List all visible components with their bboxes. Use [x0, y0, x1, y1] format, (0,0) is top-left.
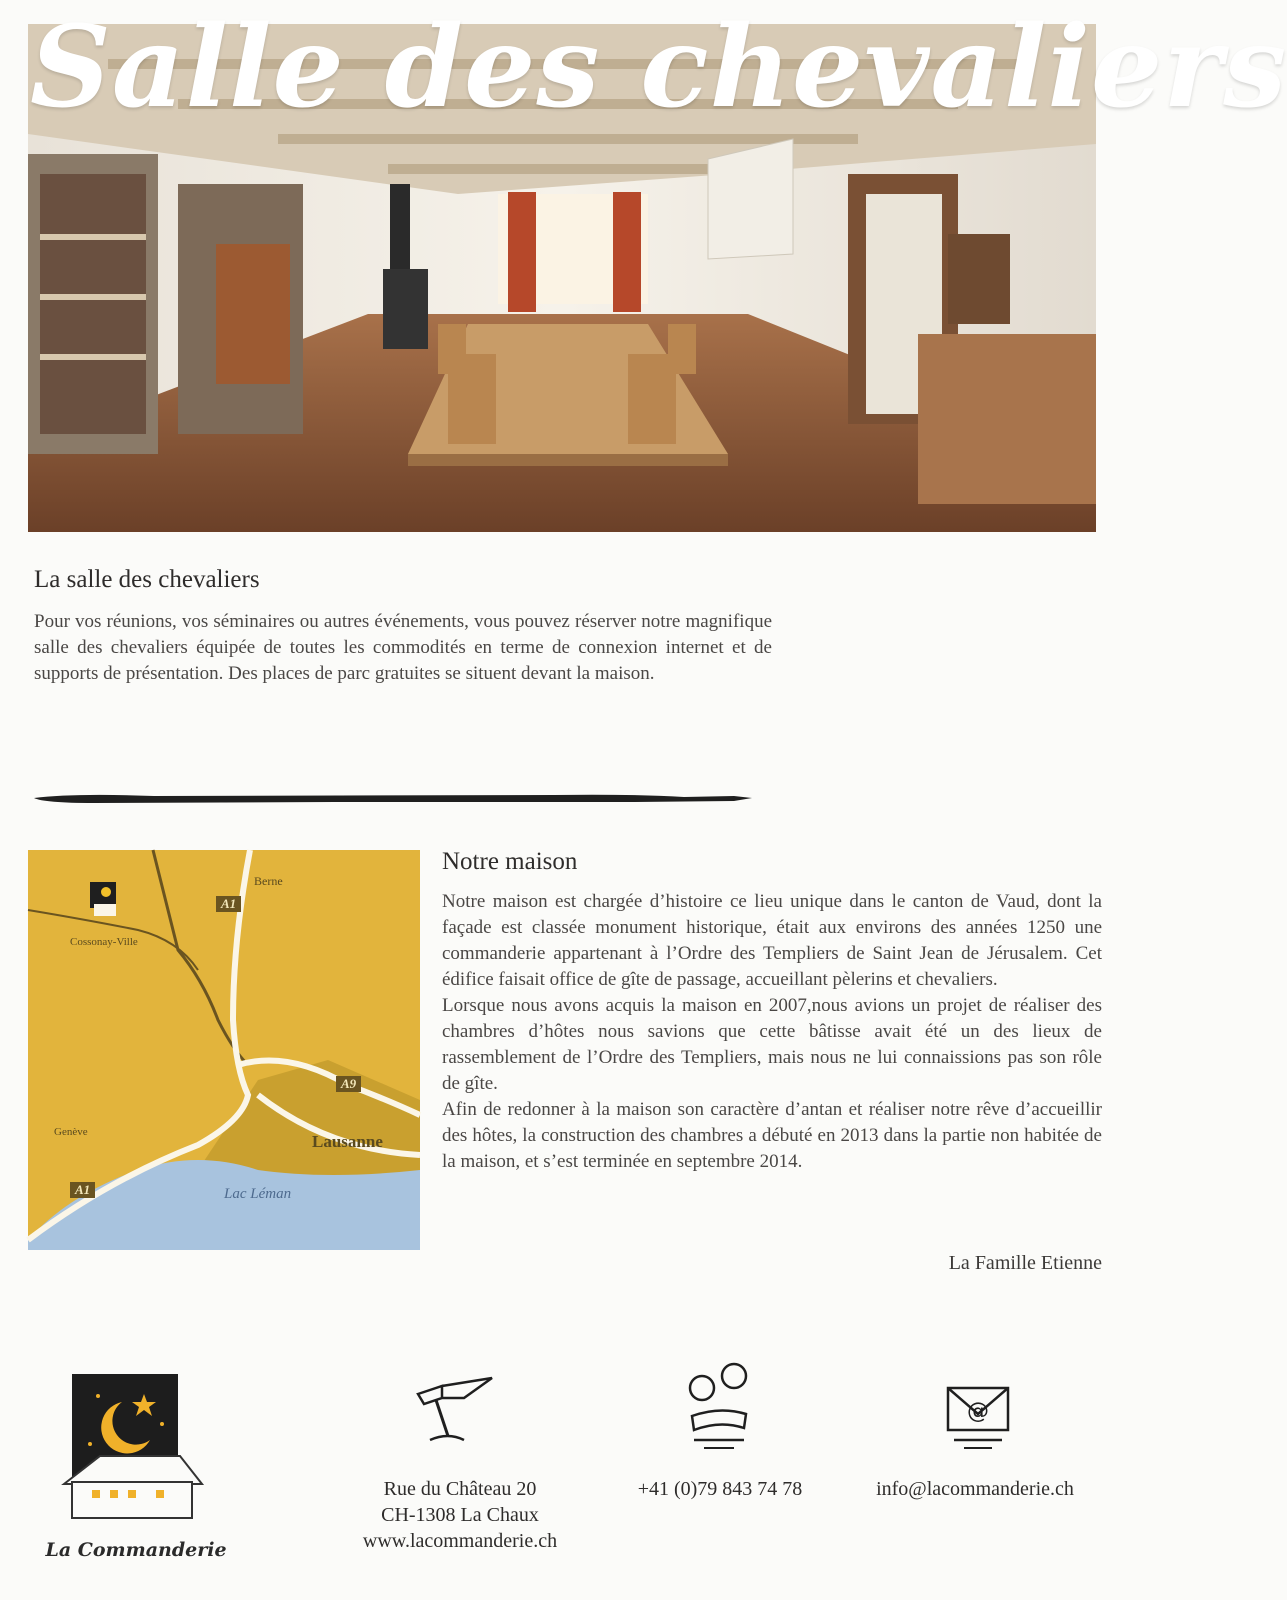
- section-text-salle: Pour vos réunions, vos séminaires ou autres événements, vous pouvez réserver notre magnifique salle des chevaliers équipée de toutes les commodités en terme de connexion internet et de supports de présentation. Des places de parc gratuites se situent devant la maison.: [34, 611, 772, 684]
- footer-address: [320, 1476, 600, 1554]
- footer-phone[interactable]: +41 (0)79 843 74 78: [637, 1478, 803, 1500]
- commanderie-logo: [45, 1374, 227, 1574]
- road-badge-a1-bottom: A1: [70, 1182, 95, 1198]
- map-label-cossonay: Cossonay-Ville: [70, 936, 138, 948]
- signature: La Famille Etienne: [948, 1252, 1102, 1274]
- road-badge-a9: A9: [336, 1076, 361, 1092]
- map-label-geneve: Genève: [54, 1126, 88, 1138]
- section-text-maison: [442, 889, 1102, 1175]
- logo-graphic: [45, 1374, 227, 1574]
- paragraph: Lorsque nous avons acquis la maison en 2007,nous avions un projet de réaliser des chambres d’hôtes nous savions que cette bâtisse avait été un des lieux de rassemblement de l’Ordre des Templiers, mais nous ne lui connaissions pas son rôle de gîte.: [442, 995, 1102, 1094]
- hero-title: Salle des chevaliers: [30, 2, 1287, 133]
- paragraph: Notre maison est chargée d’histoire ce lieu unique dans le canton de Vaud, dont la façade est classée monument historique, était aux environs des années 1250 une commanderie appartenant à l’Ordre des Templiers de Saint Jean de Jérusalem. Cet édifice faisait office de gîte de passage, accueillant pèlerins et chevaliers.: [442, 891, 1102, 990]
- logo-text: La Commanderie: [45, 1539, 227, 1561]
- map-label-lac: Lac Léman: [224, 1186, 292, 1202]
- road-badge-a1-top: A1: [216, 896, 241, 912]
- section-heading-maison: Notre maison: [442, 848, 578, 875]
- section-heading-salle: La salle des chevaliers: [34, 566, 260, 593]
- hero-photo: [28, 2, 1287, 532]
- envelope-icon: [944, 1384, 1012, 1454]
- signpost-icon: [412, 1374, 502, 1452]
- paragraph: Afin de redonner à la maison son caractère d’antan et réaliser notre rêve d’accueillir des hôtes, la construction des chambres a débuté en 2013 dans la partie non habitée de la maison, et s’est terminée en septembre 2014.: [442, 1099, 1102, 1172]
- website-link[interactable]: www.lacommanderie.ch: [362, 1530, 558, 1552]
- map-label-berne: Berne: [254, 874, 283, 888]
- address-street: Rue du Château 20: [383, 1478, 537, 1500]
- telephone-icon: [680, 1358, 760, 1454]
- footer-email[interactable]: info@lacommanderie.ch: [876, 1478, 1074, 1500]
- map-label-lausanne: Lausanne: [312, 1132, 383, 1151]
- location-map: [28, 850, 420, 1250]
- address-city: CH-1308 La Chaux: [381, 1504, 539, 1526]
- brush-divider: [34, 790, 752, 806]
- svg-text:@: @: [967, 1399, 989, 1424]
